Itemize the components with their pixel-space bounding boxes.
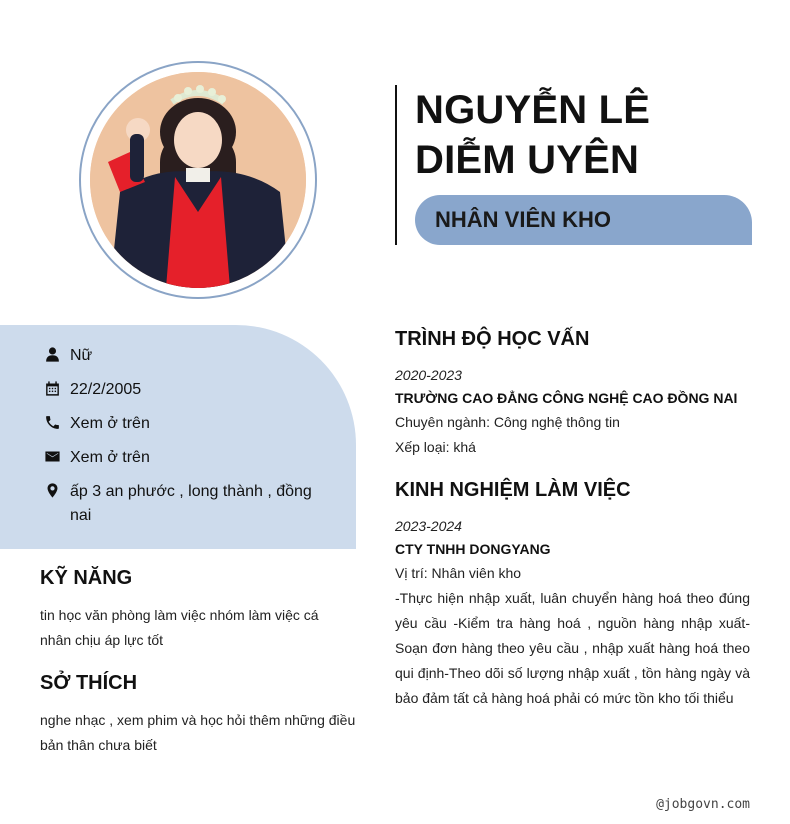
education-major: Chuyên ngành: Công nghệ thông tin (395, 414, 620, 430)
experience-company: CTY TNHH DONGYANG (395, 541, 551, 557)
contact-phone (42, 412, 320, 436)
experience-period: 2023-2024 (395, 518, 462, 534)
skills-heading: KỸ NĂNG (40, 567, 133, 589)
job-title: NHÂN VIÊN KHO (435, 207, 612, 232)
contact-email (42, 446, 320, 470)
skills-text: tin học văn phòng làm việc nhóm làm việc cá nhân chịu áp lực tốt (40, 607, 319, 648)
calendar-icon (42, 378, 62, 398)
hobbies-text: nghe nhạc , xem phim và học hỏi thêm những điều bản thân chưa biết (40, 712, 356, 753)
contact-gender (42, 344, 320, 368)
experience-description: -Thực hiện nhập xuất, luân chuyển hàng hoá theo đúng yêu cầu -Kiểm tra hàng hoá , nguồn hàng nhập xuất-Soạn đơn hàng theo yêu cầu , nhập xuất hàng hoá theo qui định-Theo dõi số lượng nhập xuất , tồn hàng ngày và bảo đảm tất cả hàng hoá phải có mức tồn kho tối thiểu (395, 590, 750, 706)
email-value: Xem ở trên (70, 449, 150, 466)
contact-address (42, 480, 320, 528)
profile-photo (90, 72, 306, 288)
avatar (90, 72, 306, 288)
job-title-badge (415, 195, 752, 245)
education-school: TRƯỜNG CAO ĐẲNG CÔNG NGHỆ CAO ĐỒNG NAI (395, 390, 738, 406)
hobbies-heading: SỞ THÍCH (40, 672, 138, 694)
dob-value: 22/2/2005 (70, 381, 142, 398)
experience-position: Vị trí: Nhân viên kho (395, 565, 522, 581)
gender-value: Nữ (70, 347, 93, 364)
address-value: ấp 3 an phước , long thành , đồng nai (70, 483, 312, 524)
avatar-frame (79, 61, 317, 299)
location-pin-icon (42, 480, 62, 500)
phone-icon (42, 412, 62, 432)
header-block (395, 85, 755, 245)
education-grade: Xếp loại: khá (395, 439, 476, 455)
watermark: @jobgovn.com (656, 797, 750, 812)
mail-icon (42, 446, 62, 466)
contact-dob (42, 378, 320, 402)
candidate-name: NGUYỄN LÊ DIỄM UYÊN (415, 88, 651, 182)
education-period: 2020-2023 (395, 367, 462, 383)
person-icon (42, 344, 62, 364)
education-heading: TRÌNH ĐỘ HỌC VẤN (395, 328, 590, 350)
phone-value: Xem ở trên (70, 415, 150, 432)
experience-heading: KINH NGHIỆM LÀM VIỆC (395, 479, 631, 501)
